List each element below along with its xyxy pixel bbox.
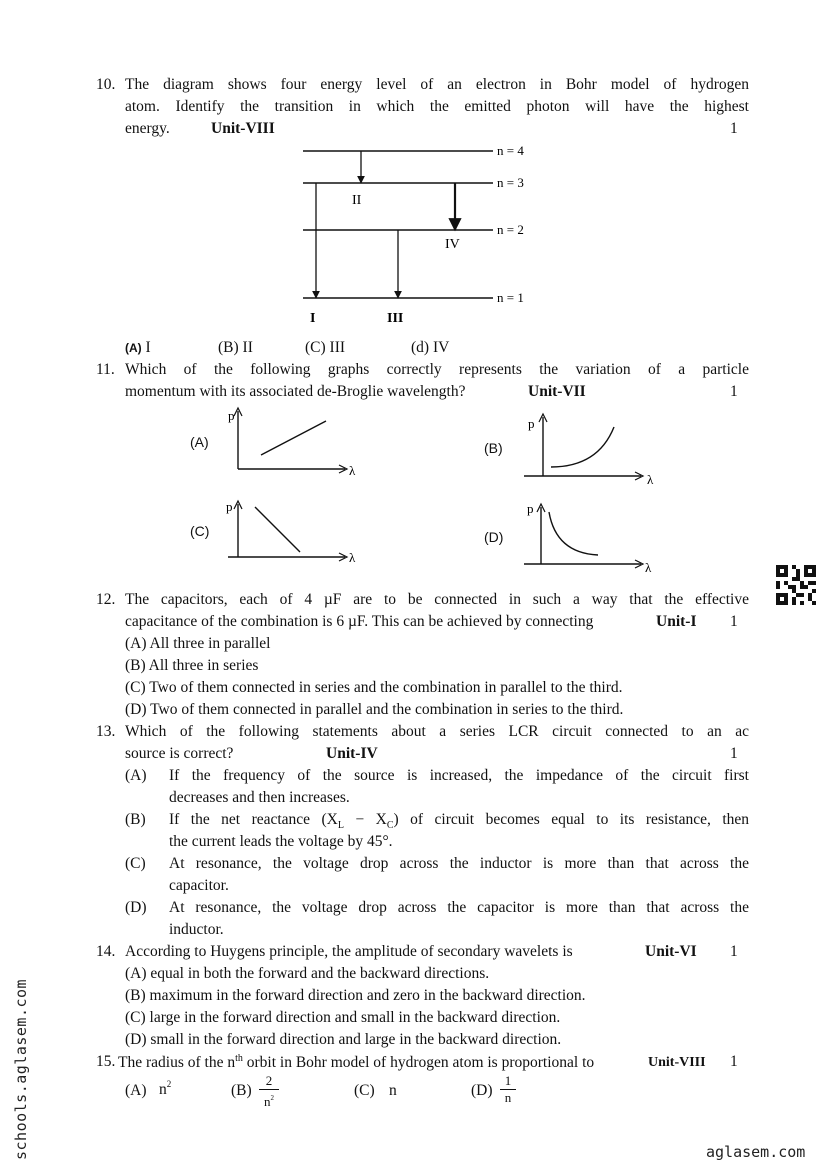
q15-option-c-value: n (389, 1082, 397, 1099)
q14-number: 14. (96, 943, 116, 960)
q13-option-b-line2: the current leads the voltage by 45°. (169, 833, 393, 850)
q13-unit: Unit-IV (326, 745, 378, 762)
q15-unit: Unit-VIII (648, 1055, 706, 1070)
energy-level-diagram (295, 140, 545, 330)
q13-text-line1: Which of the following statements about a series LCR circuit connected to an ac (125, 723, 749, 740)
q12-unit: Unit-I (656, 613, 697, 630)
q15-option-a-value: $n^2$ (159, 1079, 172, 1098)
q15-option-b-denominator: $n^2$ (264, 1094, 274, 1109)
q10-option-c: (C) III (305, 339, 346, 356)
q13-option-d-line1: At resonance, the voltage drop across the capacitor is more than that across the (169, 899, 749, 916)
graph-a (225, 403, 370, 483)
side-watermark: schools.aglasem.com (12, 978, 30, 1160)
q13-option-c-line2: capacitor. (169, 877, 229, 894)
graph-d-label: (D) (484, 529, 504, 545)
q15-option-c-label: (C) (354, 1082, 375, 1099)
transition-label-I: I (310, 311, 316, 326)
graph-b-curve (551, 427, 614, 467)
qr-code (776, 565, 816, 605)
q10-option-a (125, 339, 151, 357)
q10-option-a-label: (A) (125, 341, 142, 355)
q13-option-b-line1: If the net reactance $(X_L - X_C)$ of circuit becomes equal to its resistance, then (169, 811, 750, 832)
q10-text-line1: The diagram shows four energy level of an electron in Bohr model of hydrogen (125, 76, 749, 93)
graph-c (225, 495, 370, 570)
q12-option-c: (C) Two of them connected in series and the combination in parallel to the third. (125, 679, 623, 696)
graph-d-axis-x: λ (645, 560, 652, 575)
q13-number: 13. (96, 723, 116, 740)
q12-option-d: (D) Two of them connected in parallel and the combination in series to the third. (125, 701, 624, 718)
level-label-n3: n = 3 (497, 175, 524, 190)
level-label-n2: n = 2 (497, 222, 524, 237)
q12-text-line2: capacitance of the combination is 6 µF. This can be achieved by connecting (125, 613, 594, 630)
q15-text-line1: The radius of the $n^{th}$ orbit in Bohr model of hydrogen atom is proportional to (118, 1053, 595, 1072)
q15-option-d-denominator: n (504, 1090, 512, 1105)
q14-option-b: (B) maximum in the forward direction and zero in the backward direction. (125, 987, 586, 1004)
q10-option-b: (B) II (218, 339, 253, 356)
q13-marks: 1 (730, 745, 738, 762)
q10-option-a-value: I (145, 339, 151, 356)
q15-option-b-numerator: 2 (259, 1073, 279, 1090)
q12-option-a: (A) All three in parallel (125, 635, 271, 652)
q10-text-line3: energy. (125, 120, 170, 137)
q13-text-line2: source is correct? (125, 745, 234, 762)
q14-text-line1: According to Huygens principle, the amplitude of secondary wavelets is (125, 943, 573, 960)
q10-marks: 1 (730, 120, 738, 137)
q13-option-a-label: (A) (125, 767, 147, 784)
graph-b-label: (B) (484, 440, 503, 456)
q14-marks: 1 (730, 943, 738, 960)
q10-option-d: (d) IV (411, 339, 450, 356)
transition-label-IV: IV (445, 237, 460, 252)
q15-option-d-numerator: 1 (500, 1073, 516, 1090)
q10-unit: Unit-VIII (211, 120, 275, 137)
graph-a-label: (A) (190, 434, 209, 450)
q13-option-a-line1: If the frequency of the source is increased, the impedance of the circuit first (169, 767, 749, 784)
q15-option-b-fraction (259, 1073, 279, 1110)
q12-number: 12. (96, 591, 116, 608)
q14-option-c: (C) large in the forward direction and small in the backward direction. (125, 1009, 561, 1026)
graph-d-axis-y: p (527, 501, 534, 516)
graph-b-axis-x: λ (647, 472, 654, 487)
graph-a-curve (261, 421, 326, 455)
q14-option-a: (A) equal in both the forward and the backward directions. (125, 965, 490, 982)
q13-option-c-line1: At resonance, the voltage drop across the inductor is more than that across the (169, 855, 749, 872)
q14-option-d: (D) small in the forward direction and large in the backward direction. (125, 1031, 562, 1048)
graph-a-axis-x: λ (349, 463, 356, 478)
graph-d (518, 498, 663, 576)
footer-watermark: aglasem.com (706, 1143, 806, 1161)
graph-c-axis-y: p (226, 499, 233, 514)
q11-unit: Unit-VII (528, 383, 586, 400)
q15-option-d-label: (D) (471, 1082, 493, 1099)
q12-option-b: (B) All three in series (125, 657, 259, 674)
q15-marks: 1 (730, 1053, 738, 1070)
q12-marks: 1 (730, 613, 738, 630)
q11-marks: 1 (730, 383, 738, 400)
graph-d-curve (549, 512, 598, 555)
q11-number: 11. (96, 361, 115, 378)
graph-c-curve (255, 507, 300, 552)
q10-number: 10. (96, 76, 116, 93)
q10-text-line2: atom. Identify the transition in which the emitted photon will have the highest (125, 98, 749, 115)
q15-option-d-fraction (500, 1073, 516, 1106)
graph-c-label: (C) (190, 523, 210, 539)
transition-label-III: III (387, 311, 404, 326)
q13-option-a-line2: decreases and then increases. (169, 789, 350, 806)
q14-unit: Unit-VI (645, 943, 697, 960)
q15-number: 15. (96, 1053, 116, 1070)
level-label-n1: n = 1 (497, 290, 524, 305)
graph-b (518, 405, 663, 490)
q13-option-d-line2: inductor. (169, 921, 224, 938)
q11-text-line1: Which of the following graphs correctly represents the variation of a particle (125, 361, 749, 378)
graph-b-axis-y: p (528, 416, 535, 431)
graph-a-axis-y: p (228, 408, 235, 423)
q12-text-line1: The capacitors, each of 4 µF are to be connected in such a way that the effective (125, 591, 749, 608)
q15-option-a-label: (A) (125, 1082, 147, 1099)
level-label-n4: n = 4 (497, 143, 524, 158)
graph-c-axis-x: λ (349, 550, 356, 565)
q15-option-b-label: (B) (231, 1082, 252, 1099)
q11-text-line2: momentum with its associated de-Broglie wavelength? (125, 383, 466, 400)
transition-label-II: II (352, 193, 362, 208)
q13-option-c-label: (C) (125, 855, 146, 872)
q13-option-d-label: (D) (125, 899, 147, 916)
q13-option-b-label: (B) (125, 811, 146, 828)
